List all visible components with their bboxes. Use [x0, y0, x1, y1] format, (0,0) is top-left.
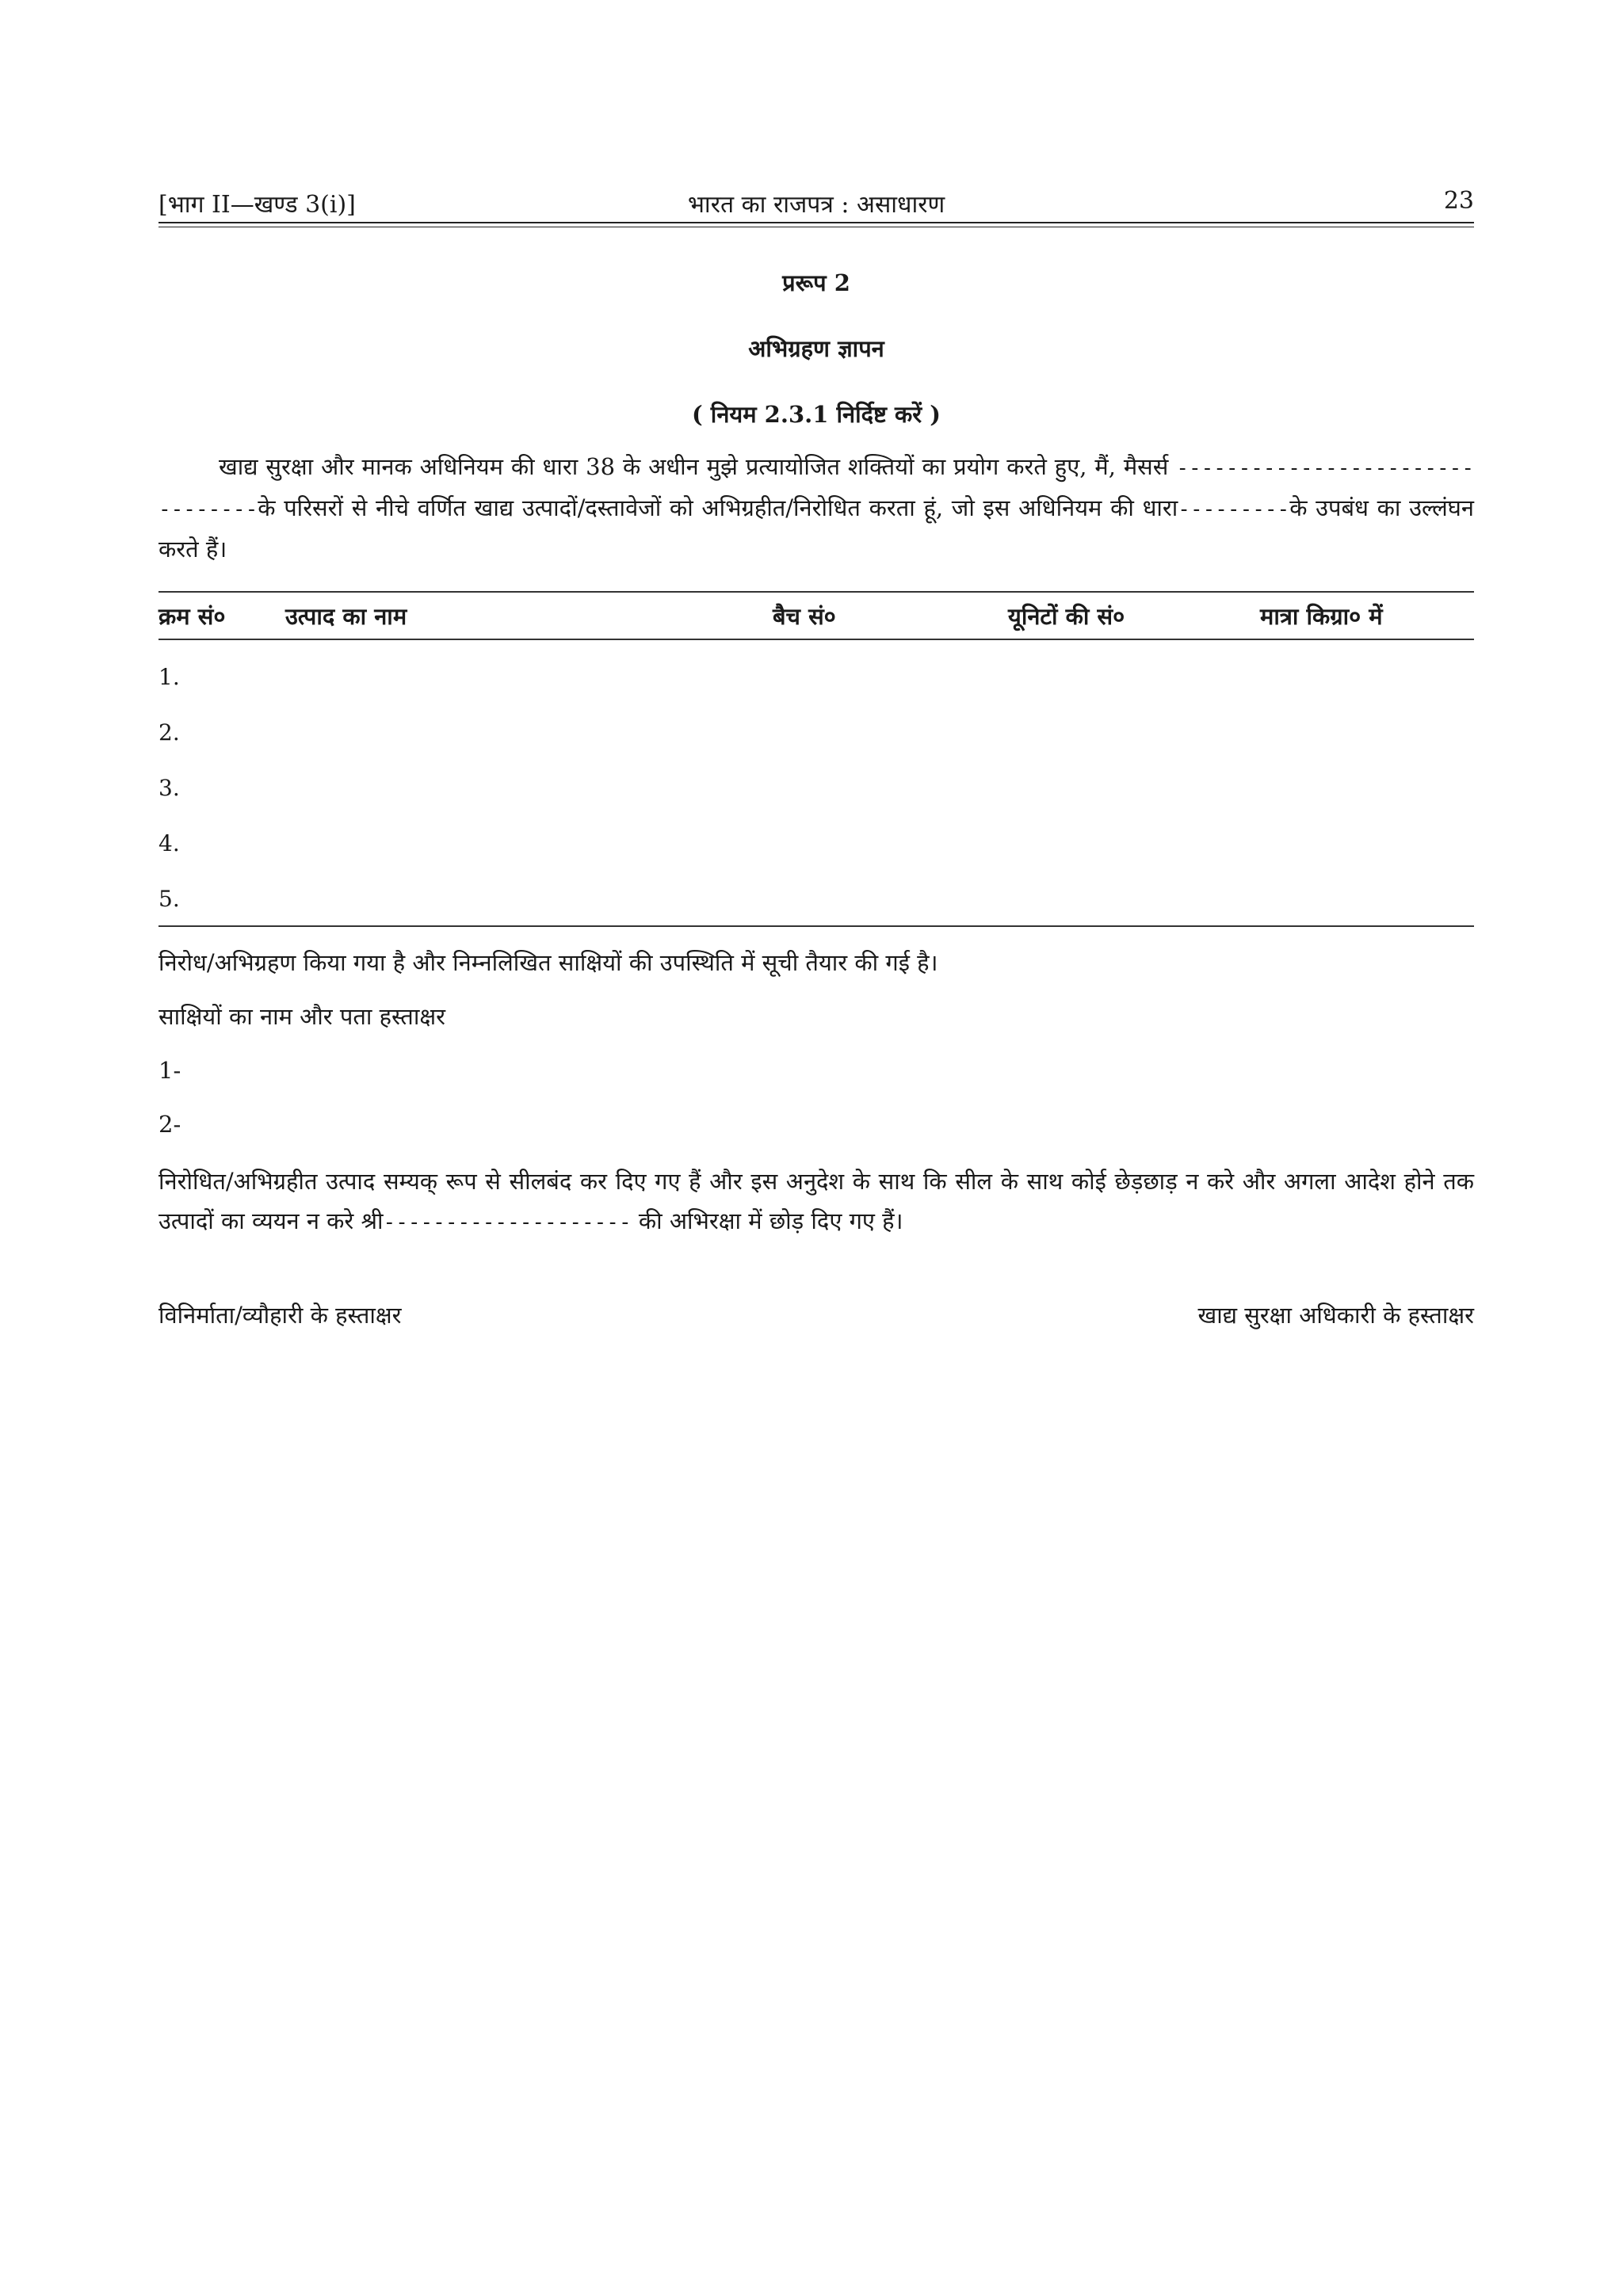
- header-quantity: मात्रा किग्रा० में: [1260, 603, 1383, 630]
- table-row: [158, 807, 1474, 862]
- table-row: [158, 751, 1474, 807]
- table-row: [158, 862, 1474, 917]
- food-safety-officer-signature-label: खाद्य सुरक्षा अधिकारी के हस्ताक्षर: [1197, 1302, 1474, 1329]
- header-serial: क्रम सं०: [158, 603, 226, 630]
- table-row: [158, 696, 1474, 751]
- row-serial: 2.: [158, 719, 180, 746]
- blank-firm-name: --------------------------------: [158, 456, 1474, 521]
- header-gazette-title: भारत का राजपत्र : असाधारण: [687, 191, 945, 219]
- header-part-section: [भाग II—खण्ड 3(i)]: [158, 191, 356, 219]
- form-number: प्ररूप 2: [782, 269, 850, 296]
- witness-heading: साक्षियों का नाम और पता हस्ताक्षर: [158, 1003, 445, 1030]
- sealing-text-1: निरोधित/अभिग्रहीत उत्पाद सम्यक् रूप से सीलबंद कर दिए गए हैं और इस अनुदेश के साथ कि सील के साथ कोई छेड़छाड़ न करे और अगला आदेश होने तक उत्पादों का व्ययन न करे श्री: [158, 1168, 1474, 1234]
- sealing-text-2: की अभिरक्षा में छोड़ दिए गए हैं।: [631, 1207, 903, 1234]
- manufacturer-signature-label: विनिर्माता/व्यौहारी के हस्ताक्षर: [158, 1302, 402, 1329]
- intro-text-2: के परिसरों से नीचे वर्णित खाद्य उत्पादों/दस्तावेजों को अभिग्रहीत/निरोधित करता हूं, जो इस अधिनियम की धारा: [258, 494, 1178, 521]
- blank-section-number: ---------: [1178, 498, 1290, 521]
- seized-items-table: [158, 591, 1474, 927]
- after-table-statement: निरोध/अभिग्रहण किया गया है और निम्नलिखित साक्षियों की उपस्थिति में सूची तैयार की गई है।: [158, 949, 938, 976]
- sealing-paragraph: [158, 1161, 1474, 1242]
- header-batch: बैच सं०: [773, 603, 836, 630]
- blank-custodian-name: --------------------: [383, 1211, 632, 1234]
- form-title: अभिग्रहण ज्ञापन: [748, 335, 884, 362]
- table-row: [158, 640, 1474, 696]
- header-double-rule: [158, 222, 1474, 227]
- header-page-number: 23: [1443, 187, 1474, 215]
- page-header: [158, 182, 1474, 220]
- intro-text-1: खाद्य सुरक्षा और मानक अधिनियम की धारा 38 के अधीन मुझे प्रत्यायोजित शक्तियों का प्रयोग करते हुए, मैं, मैसर्स: [219, 453, 1169, 480]
- header-units: यूनिटों की सं०: [1008, 603, 1125, 630]
- intro-text-3: के उपबंध का उल्लंघन करते हैं।: [158, 494, 1474, 563]
- row-serial: 1.: [158, 664, 180, 690]
- witness-item-2: 2-: [158, 1111, 181, 1138]
- signature-row: [158, 1299, 1474, 1339]
- header-product-name: उत्पाद का नाम: [285, 603, 407, 630]
- gazette-page: [158, 182, 1474, 1339]
- intro-paragraph: [158, 447, 1474, 569]
- witness-item-1: 1-: [158, 1057, 181, 1084]
- row-serial: 4.: [158, 830, 180, 856]
- form-rule-reference: ( नियम 2.3.1 निर्दिष्ट करें ): [691, 401, 941, 428]
- table-bottom-rule: [158, 925, 1474, 927]
- table-header-row: [158, 593, 1474, 640]
- row-serial: 5.: [158, 886, 180, 912]
- row-serial: 3.: [158, 775, 180, 801]
